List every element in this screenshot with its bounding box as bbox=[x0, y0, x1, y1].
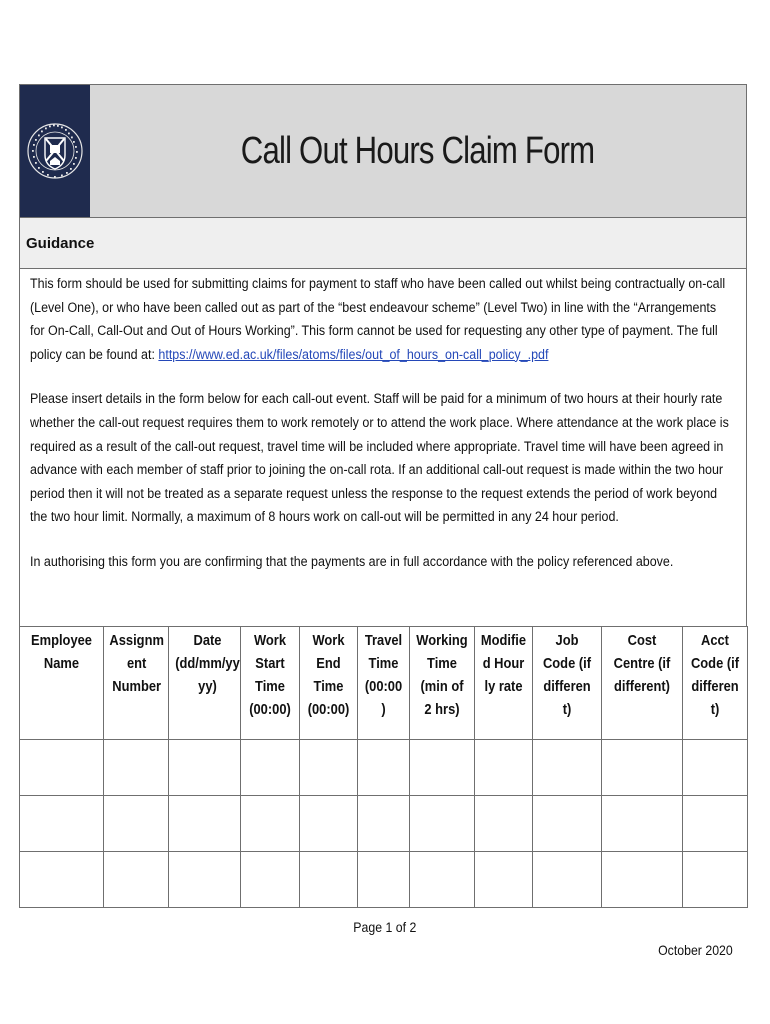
column-header bbox=[410, 627, 475, 740]
column-header bbox=[20, 627, 104, 740]
column-header-label: Work End Time (00:00) bbox=[307, 632, 350, 718]
column-header-label: Date (dd/mm/yy yy) bbox=[175, 632, 240, 695]
table-row bbox=[20, 852, 748, 908]
entry-cell[interactable] bbox=[169, 796, 241, 852]
entry-cell[interactable] bbox=[358, 796, 410, 852]
entry-cell[interactable] bbox=[169, 740, 241, 796]
entry-cell[interactable] bbox=[410, 852, 475, 908]
form-title: Call Out Hours Claim Form bbox=[241, 129, 595, 172]
entry-cell[interactable] bbox=[475, 740, 533, 796]
guidance-paragraph-1 bbox=[30, 273, 734, 367]
revision-date-text: October 2020 bbox=[658, 942, 733, 958]
table-row bbox=[20, 796, 748, 852]
entry-cell[interactable] bbox=[241, 796, 300, 852]
column-header bbox=[241, 627, 300, 740]
column-header bbox=[533, 627, 602, 740]
table-header-row bbox=[20, 627, 748, 740]
column-header bbox=[358, 627, 410, 740]
entry-cell[interactable] bbox=[169, 852, 241, 908]
column-header-label: Acct Code (if differen t) bbox=[690, 632, 739, 718]
guidance-paragraph-1-text: This form should be used for submitting claims for payment to staff who have been called out whilst being contractually on-call (Level One), or who have been called out as part of the “best endeavour scheme” (Level Two) in line with the “Arrangements for On-Call, Call-Out and Out of Hours Working”. This form cannot be used for requesting any other type of payment. The full policy can be found at: bbox=[30, 276, 726, 363]
entry-cell[interactable] bbox=[602, 740, 683, 796]
university-logo bbox=[20, 85, 90, 217]
column-header-label: Cost Centre (if different) bbox=[613, 632, 671, 695]
entry-cell[interactable] bbox=[104, 740, 169, 796]
guidance-section bbox=[19, 269, 747, 626]
column-header bbox=[300, 627, 358, 740]
column-header-label: Working Time (min of 2 hrs) bbox=[416, 632, 468, 718]
entry-cell[interactable] bbox=[683, 852, 748, 908]
column-header-label: Modifie d Hour ly rate bbox=[480, 632, 527, 695]
form-header bbox=[19, 84, 747, 218]
entry-cell[interactable] bbox=[475, 796, 533, 852]
claim-table bbox=[19, 626, 748, 908]
entry-cell[interactable] bbox=[241, 740, 300, 796]
entry-cell[interactable] bbox=[20, 852, 104, 908]
page-number bbox=[0, 919, 770, 935]
column-header-label: Job Code (if differen t) bbox=[542, 632, 591, 718]
column-header bbox=[602, 627, 683, 740]
column-header bbox=[104, 627, 169, 740]
guidance-heading: Guidance bbox=[19, 218, 747, 269]
table-row bbox=[20, 740, 748, 796]
page-number-text: Page 1 of 2 bbox=[353, 919, 417, 935]
entry-cell[interactable] bbox=[241, 852, 300, 908]
entry-cell[interactable] bbox=[300, 852, 358, 908]
entry-cell[interactable] bbox=[104, 796, 169, 852]
entry-cell[interactable] bbox=[683, 796, 748, 852]
column-header bbox=[683, 627, 748, 740]
crest-icon bbox=[24, 111, 86, 191]
column-header bbox=[169, 627, 241, 740]
entry-cell[interactable] bbox=[533, 740, 602, 796]
entry-cell[interactable] bbox=[300, 796, 358, 852]
entry-cell[interactable] bbox=[410, 740, 475, 796]
entry-cell[interactable] bbox=[358, 852, 410, 908]
entry-cell[interactable] bbox=[683, 740, 748, 796]
column-header-label: Travel Time (00:00 ) bbox=[364, 632, 403, 718]
column-header-label: Work Start Time (00:00) bbox=[249, 632, 291, 718]
entry-cell[interactable] bbox=[533, 852, 602, 908]
entry-cell[interactable] bbox=[358, 740, 410, 796]
revision-date bbox=[653, 942, 738, 958]
entry-cell[interactable] bbox=[300, 740, 358, 796]
column-header-label: Assignm ent Number bbox=[109, 632, 164, 695]
claim-form bbox=[19, 84, 747, 908]
title-area bbox=[90, 85, 746, 217]
entry-cell[interactable] bbox=[410, 796, 475, 852]
column-header bbox=[475, 627, 533, 740]
entry-cell[interactable] bbox=[602, 852, 683, 908]
entry-cell[interactable] bbox=[20, 796, 104, 852]
table-body bbox=[20, 740, 748, 908]
policy-link[interactable]: https://www.ed.ac.uk/files/atoms/files/out_of_hours_on-call_policy_.pdf bbox=[158, 346, 549, 363]
entry-cell[interactable] bbox=[20, 740, 104, 796]
entry-cell[interactable] bbox=[602, 796, 683, 852]
entry-cell[interactable] bbox=[475, 852, 533, 908]
guidance-paragraph-3: In authorising this form you are confirming that the payments are in full accordance with the policy referenced above. bbox=[30, 553, 674, 570]
guidance-paragraph-2: Please insert details in the form below for each call-out event. Staff will be paid for a minimum of two hours at their hourly rate whether the call-out request requires them to work remotely or to attend the work place. Where attendance at the work place is required as a result of the call-out request, travel time will be included where appropriate. Travel time will have been agreed in advance with each member of staff prior to joining the on-call rota. If an additional call-out request is made within the two hour period then it will not be treated as a separate request unless the response to the request extends the period of work beyond the two hour limit. Normally, a maximum of 8 hours work on call-out will be permitted in any 24 hour period. bbox=[30, 391, 729, 526]
entry-cell[interactable] bbox=[533, 796, 602, 852]
entry-cell[interactable] bbox=[104, 852, 169, 908]
column-header-label: Employee Name bbox=[31, 632, 92, 672]
